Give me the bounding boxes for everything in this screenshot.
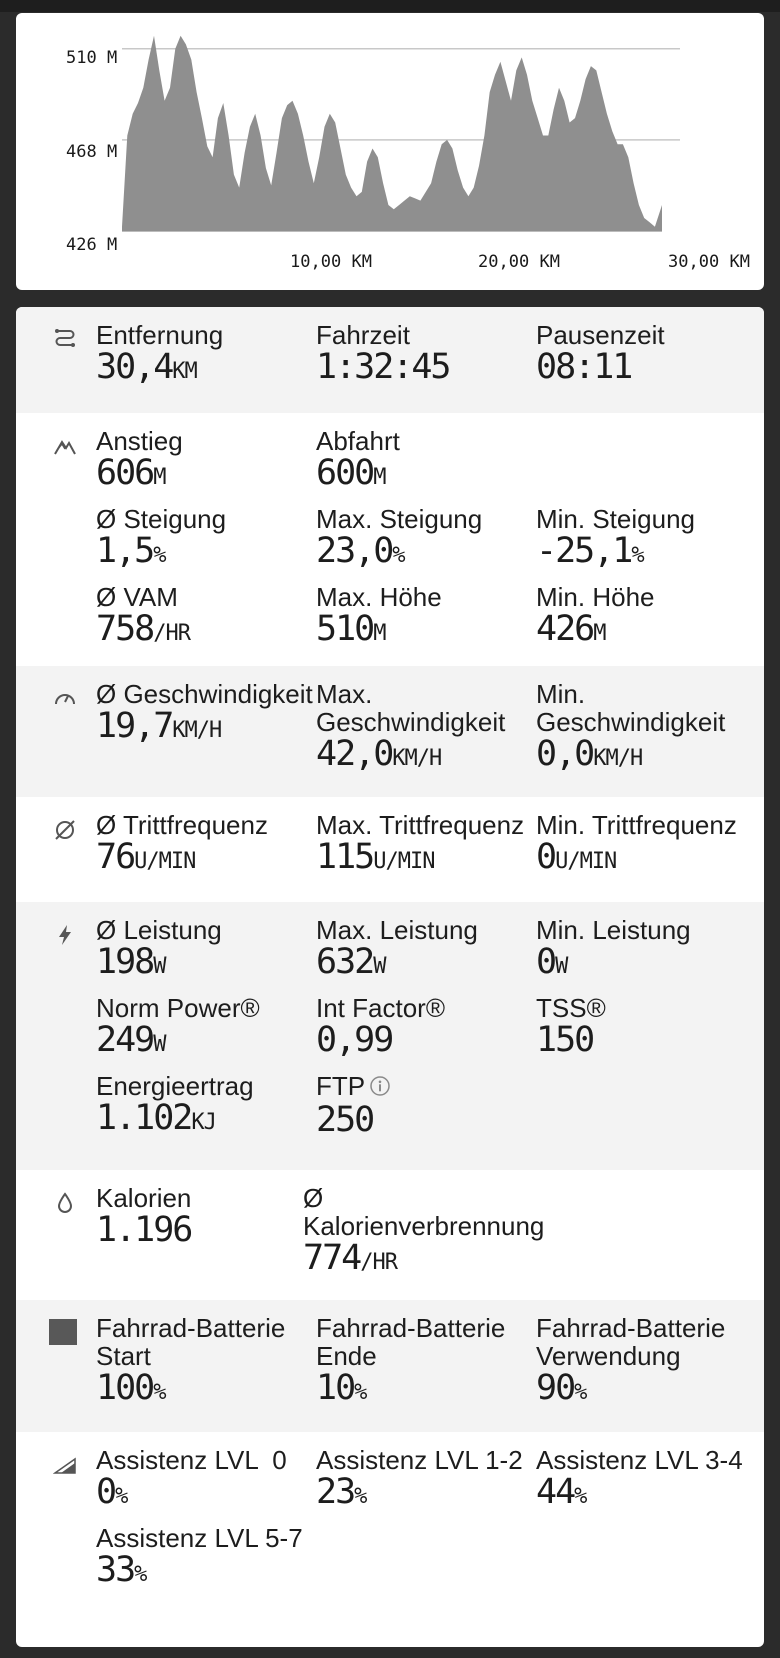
stat-value: 0U/MIN (536, 837, 617, 877)
stat-fahrzeit (316, 321, 450, 385)
stat-max-steigung (316, 505, 482, 574)
stat-assist-lvl0 (96, 1446, 287, 1515)
stat-label: Geschwindigkeit (536, 707, 726, 737)
stat-label: Norm Power® (96, 993, 260, 1023)
stat-label: Ø Steigung (96, 504, 227, 534)
stat-entfernung (96, 321, 223, 390)
stat-label: Verwendung (536, 1341, 681, 1371)
cadence-icon (52, 817, 78, 843)
section-power (16, 902, 764, 1170)
stat-max-power (316, 916, 478, 985)
route-icon (52, 325, 78, 351)
stat-battery-start (96, 1314, 285, 1411)
y-axis-labels (66, 48, 117, 255)
stat-value: 250 (316, 1100, 374, 1141)
drop-icon (52, 1190, 78, 1216)
stat-value: 0,0KM/H (536, 734, 643, 774)
stat-max-cadence (316, 811, 524, 880)
stat-label: Max. Höhe (316, 582, 442, 612)
stat-label: Min. (536, 679, 586, 709)
stat-label: Ø Geschwindigkeit (96, 679, 313, 709)
stat-energie (96, 1072, 254, 1141)
stat-avg-vam (96, 583, 190, 652)
speedometer-icon (52, 686, 78, 712)
stat-label: Ø Leistung (96, 915, 222, 945)
stat-min-power (536, 916, 691, 985)
y-tick-label: 426 M (66, 235, 118, 255)
stat-tss (536, 994, 606, 1058)
stat-label: Assistenz LVL 0 (96, 1445, 287, 1475)
stat-label: Max. Steigung (316, 504, 483, 534)
stat-value: 30,4KM (96, 347, 197, 387)
stat-value: 23,0% (316, 531, 405, 571)
stat-label: Ende (316, 1341, 377, 1371)
stat-value: 774/HR (303, 1238, 397, 1278)
stat-anstieg (96, 427, 183, 496)
stat-avg-steigung (96, 505, 226, 574)
stat-label: Abfahrt (316, 426, 400, 456)
stat-label: Assistenz LVL 1-2 (316, 1445, 523, 1475)
stat-label: Anstieg (96, 426, 183, 456)
stat-label: Kalorienverbrennung (303, 1211, 545, 1241)
stat-avg-cadence (96, 811, 268, 880)
stat-value: 115U/MIN (316, 837, 435, 877)
stat-label: Fahrrad-Batterie (96, 1313, 286, 1343)
stat-label: Min. Höhe (536, 582, 655, 612)
stat-label: Ø (303, 1183, 324, 1213)
x-tick-label: 20,00 KM (478, 252, 560, 272)
y-tick-label: 510 M (66, 48, 118, 68)
stat-value: 90% (536, 1368, 587, 1408)
stat-label: Entfernung (96, 320, 224, 350)
stat-value: 1:32:45 (316, 347, 450, 387)
stat-value: 249W (96, 1020, 166, 1060)
stat-value: 23% (316, 1472, 367, 1512)
stat-abfahrt (316, 427, 400, 496)
stat-value: 426M (536, 609, 606, 649)
stat-battery-ende (316, 1314, 505, 1411)
stat-value: 33% (96, 1550, 147, 1590)
stat-label: FTP (316, 1072, 391, 1102)
stat-value: 606M (96, 453, 166, 493)
stats-card (16, 307, 764, 1647)
stat-label: Ø Trittfrequenz (96, 810, 268, 840)
stat-label: Min. Steigung (536, 504, 695, 534)
stat-value: 44% (536, 1472, 587, 1512)
stat-value: 198W (96, 942, 166, 982)
stat-battery-verwendung (536, 1314, 725, 1411)
elevation-chart[interactable] (16, 13, 764, 290)
section-elevation (16, 413, 764, 666)
stat-kalorienverbrennung (303, 1184, 544, 1281)
stat-label: Max. Trittfrequenz (316, 810, 525, 840)
stat-value: 42,0KM/H (316, 734, 442, 774)
stat-label: Min. Trittfrequenz (536, 810, 737, 840)
stat-kalorien (96, 1184, 191, 1248)
stat-label: Start (96, 1341, 151, 1371)
stat-label: Kalorien (96, 1183, 192, 1213)
elevation-area (122, 36, 662, 231)
stat-avg-speed (96, 680, 313, 749)
stat-assist-lvl57 (96, 1524, 303, 1593)
stat-value: 150 (536, 1020, 594, 1060)
stat-label: Assistenz LVL 5-7 (96, 1523, 303, 1553)
stat-label: Ø VAM (96, 582, 178, 612)
assist-level-icon (52, 1452, 78, 1478)
stat-value: 0,99 (316, 1020, 393, 1060)
stat-value: 0W (536, 942, 568, 982)
stat-norm-power (96, 994, 260, 1063)
stat-value: 510M (316, 609, 386, 649)
stat-value: 0% (96, 1472, 128, 1512)
stat-value: 19,7KM/H (96, 706, 222, 746)
stat-label: TSS® (536, 993, 606, 1023)
stat-avg-power (96, 916, 222, 985)
stat-label: Fahrrad-Batterie (536, 1313, 726, 1343)
stat-value: 632W (316, 942, 386, 982)
stat-label: Assistenz LVL 3-4 (536, 1445, 743, 1475)
stat-value: 758/HR (96, 609, 190, 649)
stat-label: Int Factor® (316, 993, 445, 1023)
stat-min-steigung (536, 505, 695, 574)
stat-max-hoehe (316, 583, 442, 652)
stat-assist-lvl12 (316, 1446, 523, 1515)
stat-value: -25,1% (536, 531, 644, 571)
stat-min-speed (536, 680, 725, 777)
stat-value: 1.102KJ (96, 1098, 216, 1138)
stat-assist-lvl34 (536, 1446, 743, 1515)
stat-value: 100% (96, 1368, 166, 1408)
x-tick-label: 10,00 KM (290, 252, 372, 272)
section-distance (16, 307, 764, 413)
section-calories (16, 1170, 764, 1300)
stat-label: Fahrrad-Batterie (316, 1313, 506, 1343)
top-background (0, 0, 780, 12)
stat-max-speed (316, 680, 505, 777)
y-tick-label: 468 M (66, 142, 118, 162)
stat-value: 76U/MIN (96, 837, 196, 877)
stat-value: 10% (316, 1368, 367, 1408)
stat-label: Fahrzeit (316, 320, 410, 350)
stat-min-cadence (536, 811, 737, 880)
stat-label: Pausenzeit (536, 320, 665, 350)
stat-value: 1,5% (96, 531, 166, 571)
section-battery (16, 1300, 764, 1432)
battery-square-icon (48, 1318, 78, 1348)
mountain-icon (52, 433, 78, 459)
stat-value: 08:11 (536, 347, 632, 387)
stat-ftp (316, 1071, 391, 1141)
stat-pausenzeit (536, 321, 665, 385)
section-cadence (16, 797, 764, 902)
x-axis-labels (290, 252, 750, 272)
stat-label: Max. (316, 679, 373, 709)
info-icon[interactable] (369, 1074, 391, 1102)
stat-label: Geschwindigkeit (316, 707, 506, 737)
section-speed (16, 666, 764, 797)
stat-label: Energieertrag (96, 1071, 254, 1101)
lightning-icon (52, 922, 78, 948)
stat-int-factor (316, 994, 445, 1058)
stat-min-hoehe (536, 583, 655, 652)
stat-label: Min. Leistung (536, 915, 691, 945)
section-assist (16, 1432, 764, 1647)
stat-value: 600M (316, 453, 386, 493)
stat-value: 1.196 (96, 1210, 192, 1250)
x-tick-label: 30,00 KM (668, 252, 750, 272)
stat-label: Max. Leistung (316, 915, 478, 945)
elevation-chart-card (16, 13, 764, 290)
